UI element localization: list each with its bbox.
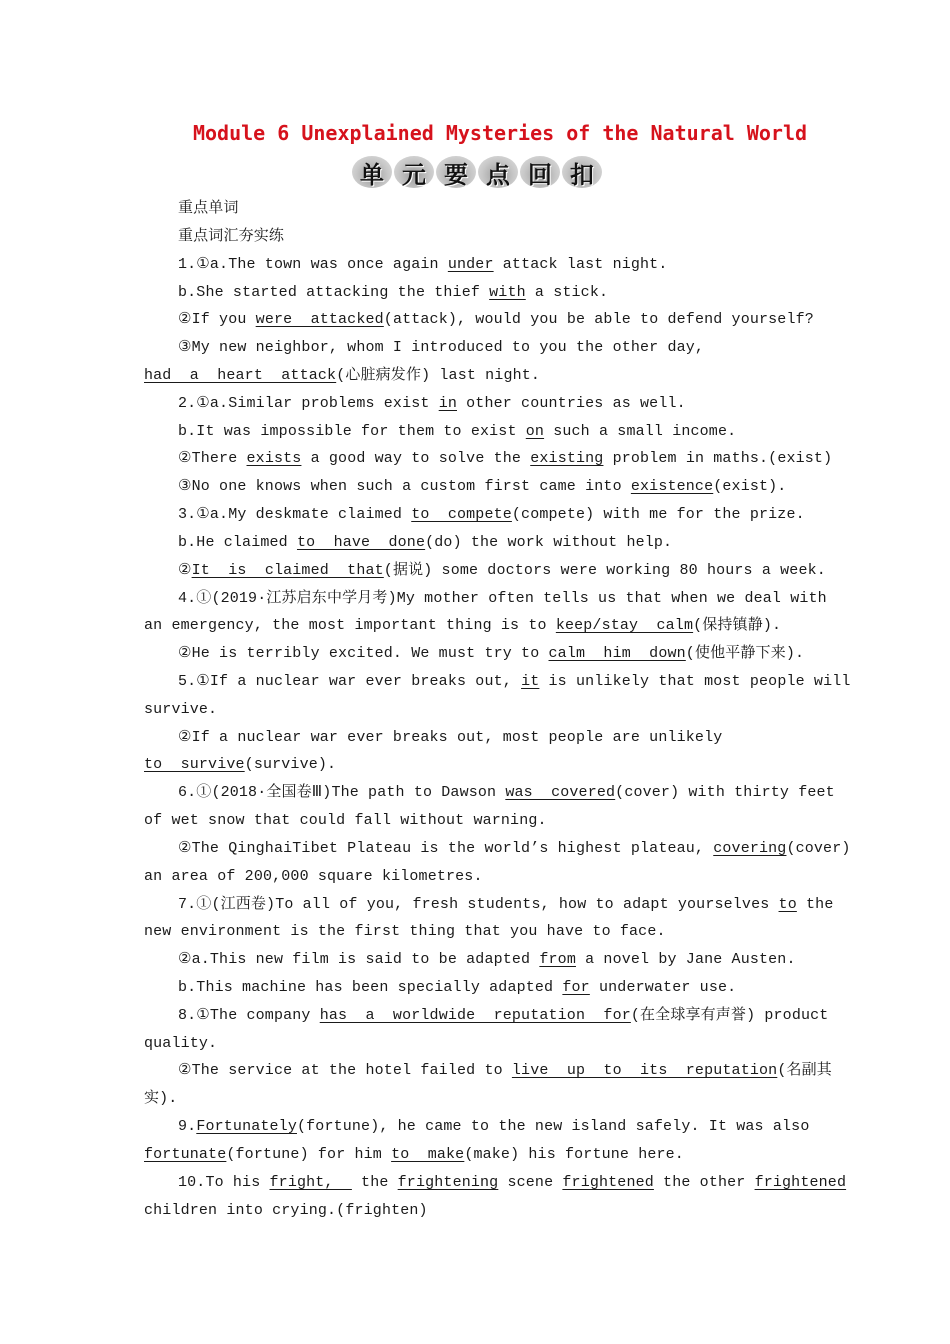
answer-blank: covering <box>713 839 787 857</box>
text-segment: 7.①(江西卷)To all of you, fresh students, how to adapt yourselves <box>178 895 779 913</box>
text-segment: problem in maths.(exist) <box>603 450 833 468</box>
answer-blank: existence <box>630 478 714 496</box>
answer-blank: to compete <box>411 506 512 523</box>
text-segment: b.She started attacking the thief <box>178 283 490 301</box>
text-segment: 4.①(2019·江苏启东中学月考)My mother often tells us that when we deal with <box>178 589 827 607</box>
answer-blank: fortunate <box>144 1145 227 1163</box>
text-segment: b.He claimed <box>178 533 297 551</box>
answer-blank: frightening <box>397 1173 499 1191</box>
text-segment: such a small income. <box>544 422 737 440</box>
text-segment: (attack), would you be able to defend yourself? <box>383 311 814 329</box>
text-segment: (据说) some doctors were working 80 hours a week. <box>383 561 826 579</box>
answer-blank: Fortunately <box>196 1118 297 1136</box>
unit-key-points-banner <box>352 156 602 188</box>
text-segment: 1.①a.The town was once again <box>178 255 448 273</box>
text-segment: ③My new neighbor, whom I introduced to you the other day, <box>178 339 705 357</box>
text-line <box>178 561 826 581</box>
text-line <box>178 505 805 525</box>
answer-blank: frightened <box>754 1173 847 1191</box>
answer-blank: existing <box>530 450 604 468</box>
text-segment: of wet snow that could fall without warning. <box>144 812 547 829</box>
text-segment: (do) the work without help. <box>425 533 673 551</box>
text-segment: ②If you <box>178 311 256 329</box>
text-line <box>178 589 827 609</box>
text-segment: (cover) with thirty feet <box>615 784 835 802</box>
answer-blank: under <box>447 255 494 273</box>
text-segment: the other <box>653 1173 755 1191</box>
answer-blank: calm him down <box>548 645 686 663</box>
text-segment: (make) his fortune here. <box>464 1145 684 1163</box>
banner-char: 点 <box>478 156 518 188</box>
text-segment: a novel by Jane Austen. <box>575 951 796 969</box>
text-line <box>178 283 608 303</box>
text-line <box>178 1006 828 1026</box>
banner-char: 元 <box>394 156 434 188</box>
text-segment: (cover) <box>786 839 851 857</box>
text-segment: is unlikely that most people will <box>539 672 851 690</box>
text-line <box>178 672 851 692</box>
banner-char: 扣 <box>562 156 602 188</box>
text-line <box>144 1201 428 1221</box>
text-segment: 8.①The company <box>178 1006 320 1024</box>
text-line <box>178 1173 846 1193</box>
text-line <box>178 839 851 859</box>
text-line <box>144 616 781 636</box>
answer-blank: on <box>525 422 545 440</box>
text-segment: b.It was impossible for them to exist <box>178 422 526 440</box>
text-segment: an emergency, the most important thing is to <box>144 617 556 635</box>
answer-blank: had a heart attack <box>144 366 337 384</box>
answer-blank: exists <box>246 450 302 468</box>
answer-blank: to make <box>391 1145 465 1163</box>
text-segment: ②If a nuclear war ever breaks out, most people are unlikely <box>178 728 723 746</box>
text-segment: ②The service at the hotel failed to <box>178 1062 512 1080</box>
text-segment: (fortune) for him <box>226 1145 392 1163</box>
text-segment: ②The QinghaiTibet Plateau is the world’s highest plateau, <box>178 839 714 857</box>
text-segment: b.This machine has been specially adapted <box>178 979 563 996</box>
answer-blank: live up to its reputation <box>511 1062 778 1080</box>
text-segment: new environment is the first thing that you have to face. <box>144 923 666 941</box>
text-segment: (名副其 <box>777 1062 832 1080</box>
text-segment: children into crying.(frighten) <box>144 1201 428 1219</box>
text-segment: (survive). <box>244 756 337 774</box>
text-segment: (compete) with me for the prize. <box>511 506 805 523</box>
text-segment: 重点单词 <box>178 200 239 217</box>
banner-char: 单 <box>352 156 392 188</box>
text-segment: 6.①(2018·全国卷Ⅲ)The path to Dawson <box>178 784 506 802</box>
text-segment: ③No one knows when such a custom first came into <box>178 478 631 496</box>
answer-blank: in <box>438 394 457 412</box>
text-segment: a good way to solve the <box>301 450 531 468</box>
text-line <box>178 1117 809 1137</box>
text-line <box>178 394 686 414</box>
text-segment: 9. <box>178 1118 197 1136</box>
text-segment: (使他平静下来). <box>685 645 805 663</box>
text-segment: (心脏病发作) last night. <box>336 366 541 384</box>
answer-blank: was covered <box>505 784 616 802</box>
text-segment: quality. <box>144 1034 218 1052</box>
text-line <box>144 922 666 942</box>
text-line <box>178 1061 832 1081</box>
text-line <box>178 895 833 915</box>
text-segment: attack last night. <box>493 255 668 273</box>
text-line <box>144 867 483 887</box>
text-line <box>144 755 336 775</box>
text-segment: an area of 200,000 square kilometres. <box>144 867 483 885</box>
answer-blank: It is claimed that <box>191 561 384 579</box>
text-segment: ②He is terribly excited. We must try to <box>178 645 549 663</box>
text-segment: a stick. <box>525 283 609 301</box>
text-segment: other countries as well. <box>457 394 686 412</box>
text-line <box>144 811 547 831</box>
text-segment: 重点词汇夯实练 <box>178 227 285 245</box>
banner-char: 回 <box>520 156 560 188</box>
text-line <box>178 310 814 330</box>
text-segment: (保持镇静). <box>693 617 782 635</box>
text-segment: ② <box>178 561 192 579</box>
text-segment: survive. <box>144 700 218 718</box>
text-line <box>178 255 668 275</box>
text-line <box>178 728 722 748</box>
text-segment: ②a.This new film is said to be adapted <box>178 951 540 969</box>
text-segment: (exist). <box>713 478 787 496</box>
text-line <box>178 477 786 497</box>
text-segment: (在全球享有声誉) product <box>630 1006 829 1024</box>
answer-blank: it <box>521 672 540 690</box>
answer-blank: with <box>489 283 526 301</box>
answer-blank: to survive <box>144 756 245 774</box>
answer-blank: fright, <box>269 1173 352 1191</box>
answer-blank: to have done <box>296 533 426 551</box>
text-line <box>178 978 736 998</box>
text-segment: 5.①If a nuclear war ever breaks out, <box>178 672 522 690</box>
text-segment: the <box>796 895 834 913</box>
text-line <box>178 199 239 219</box>
text-line <box>144 700 217 720</box>
text-segment: 2.①a.Similar problems exist <box>178 394 439 412</box>
text-line <box>144 1034 217 1054</box>
text-line <box>144 1145 684 1165</box>
text-segment: 10.To his <box>178 1173 270 1191</box>
answer-blank: for <box>562 979 590 996</box>
text-line <box>144 366 540 386</box>
answer-blank: keep/stay calm <box>555 617 694 635</box>
text-line <box>178 950 796 970</box>
text-line <box>178 338 704 358</box>
text-segment: (fortune), he came to the new island safely. It was also <box>296 1118 810 1136</box>
answer-blank: has a worldwide reputation for <box>319 1006 631 1024</box>
text-segment: underwater use. <box>589 979 737 996</box>
answer-blank: were attacked <box>255 311 384 329</box>
answer-blank: to <box>778 895 797 913</box>
text-segment: the <box>351 1173 398 1191</box>
text-line <box>178 644 804 664</box>
page-title: Module 6 Unexplained Mysteries of the Natural World <box>192 121 808 145</box>
text-segment: scene <box>498 1173 563 1191</box>
text-line <box>178 449 832 469</box>
answer-blank: frightened <box>562 1173 654 1191</box>
text-segment: 实). <box>144 1090 178 1108</box>
text-line <box>144 1089 177 1109</box>
text-line <box>178 533 672 553</box>
answer-blank: from <box>539 951 576 969</box>
banner-char: 要 <box>436 156 476 188</box>
text-line <box>178 227 284 247</box>
text-segment: ②There <box>178 450 247 468</box>
text-line <box>178 783 835 803</box>
text-segment: 3.①a.My deskmate claimed <box>178 506 412 523</box>
text-line <box>178 422 736 442</box>
